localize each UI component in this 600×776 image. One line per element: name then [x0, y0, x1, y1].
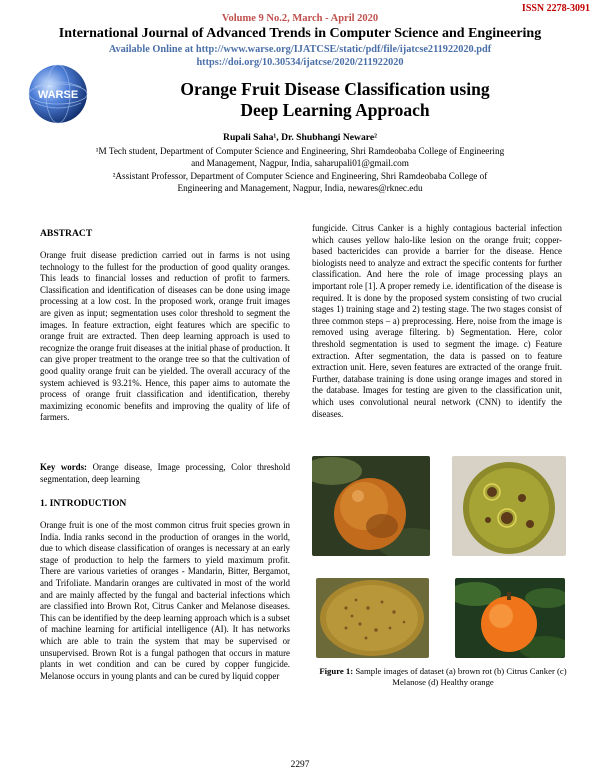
figure-caption-label: Figure 1: — [319, 666, 354, 676]
title-line-1: Orange Fruit Disease Classification using — [180, 79, 490, 99]
volume-issue: Volume 9 No.2, March - April 2020 — [221, 13, 379, 24]
journal-name: International Journal of Advanced Trends in Computer Science and Engineering — [58, 26, 542, 41]
affiliation-1 — [60, 145, 540, 169]
figure-caption — [312, 666, 574, 688]
right-column-text: fungicide. Citrus Canker is a highly contagious bacterial infection which causes yellow halo-like lesion on the orange fruit; copper-based bactericides can provide a barrier for the disease. Hence biologists need to analyze and extract the specific contents for further classification. And here the role of image processing plays an important role [1]. A proper remedy i.e. identification of the disease is required. It is done by the proposed system consisting of two crucial stages 1) training stage and 2) testing stage. The two stages consist of three common steps – a) preprocessing. Here, noise from the image is removed using average filtering. b) Segmentation. Here, color threshold segmentation is used to segment the image. c) Feature extraction. After segmentation, the data is passed on to feature extraction unit. Here, seven features are extracted of the orange fruit. Further, database training is done using orange images and stored in the database. Images for testing are given to the classification unit, which uses convolutional neural network (CNN) to identify the diseases. — [312, 223, 562, 419]
issn: ISSN 2278-3091 — [521, 3, 590, 14]
page-number: 2297 — [290, 760, 310, 770]
doi-link[interactable]: https://doi.org/10.30534/ijatcse/2020/211922020 — [196, 57, 404, 68]
abstract-heading: ABSTRACT — [40, 228, 93, 239]
figure-caption-text: Sample images of dataset (a) brown rot (b) Citrus Canker (c) Melanose (d) Healthy orange — [353, 666, 567, 687]
abstract-text: Orange fruit disease prediction carried out in farms is not using technology to the fullest for the production of good quality oranges. This leads to financial losses and reduction of profit to farmers. Classification and identification of diseases can be done using image processing at a low cost. In the proposed work, orange fruit images are given as input; segmentation uses color threshold to segment the images. In feature extraction, eight features which are specific to orange fruit are extracted. Then deep learning approach is used to recognize the orange fruit diseases at the initial phase of production. It can give proper treatment to the orange tree so that the cultivation of good quality orange fruit can be yielded. The overall accuracy of the system achieved is 93.21%. Hence, this paper aims to automate the process of orange fruit classification and identification, thereby maximizing economic benefits and improving the quality of life of farmers. — [40, 250, 290, 423]
warse-logo — [27, 63, 89, 125]
affiliation-2-line-2: Engineering and Management, Nagpur, India, newares@rknec.edu — [177, 183, 423, 193]
introduction-heading: 1. INTRODUCTION — [40, 498, 127, 509]
authors: Rupali Saha¹, Dr. Shubhangi Neware² — [223, 132, 377, 143]
title-line-2: Deep Learning Approach — [240, 100, 430, 120]
figure-image-melanose — [316, 578, 429, 658]
keywords-label: Key words: — [40, 462, 87, 472]
affiliation-1-line-2: and Management, Nagpur, India, saharupali01@gmail.com — [191, 158, 409, 168]
keywords — [40, 462, 290, 485]
affiliation-1-line-1: ¹M Tech student, Department of Computer Science and Engineering, Shri Ramdeobaba College of Engineering — [95, 146, 505, 156]
online-link[interactable]: Available Online at http://www.warse.org/IJATCSE/static/pdf/file/ijatcse211922020.pdf — [108, 44, 492, 55]
affiliation-2-line-1: ²Assistant Professor, Department of Computer Science and Engineering, Shri Ramdeobaba College of — [112, 171, 488, 181]
figure-image-citrus-canker — [452, 456, 566, 556]
figure-image-brown-rot — [312, 456, 430, 556]
keywords-text: Orange disease, Image processing, Color threshold segmentation, deep learning — [40, 462, 291, 484]
paper-title — [100, 79, 570, 121]
svg-text:WARSE: WARSE — [37, 89, 79, 101]
introduction-text: Orange fruit is one of the most common citrus fruit species grown in India. India ranks second in the production of oranges in the world, due to which disease classification of oranges is necessary at an early stage of production to help the farmers to yield maximum profit. There are various varieties of oranges - Mandarin, Bitter, Bergamot, and Trifoliate. Mandarin oranges are cultivated in most of the world and are mainly affected by the fungal and bacterial infections which are classified into Brown Rot, Citrus Canker and Melanose diseases. This can be identified by the deep learning approach which is a subset of machine learning for artificial intelligence (AI). It has networks which are able to train the system that may be supervised or unsupervised. Brown Rot is a fungal pathogen that occurs in mature plants in wet condition and can be cured by copper fungicide. Melanose occurs in young plants and can be cured by liquid copper — [40, 520, 290, 681]
figure-image-healthy-orange — [455, 578, 565, 658]
affiliation-2 — [60, 170, 540, 194]
